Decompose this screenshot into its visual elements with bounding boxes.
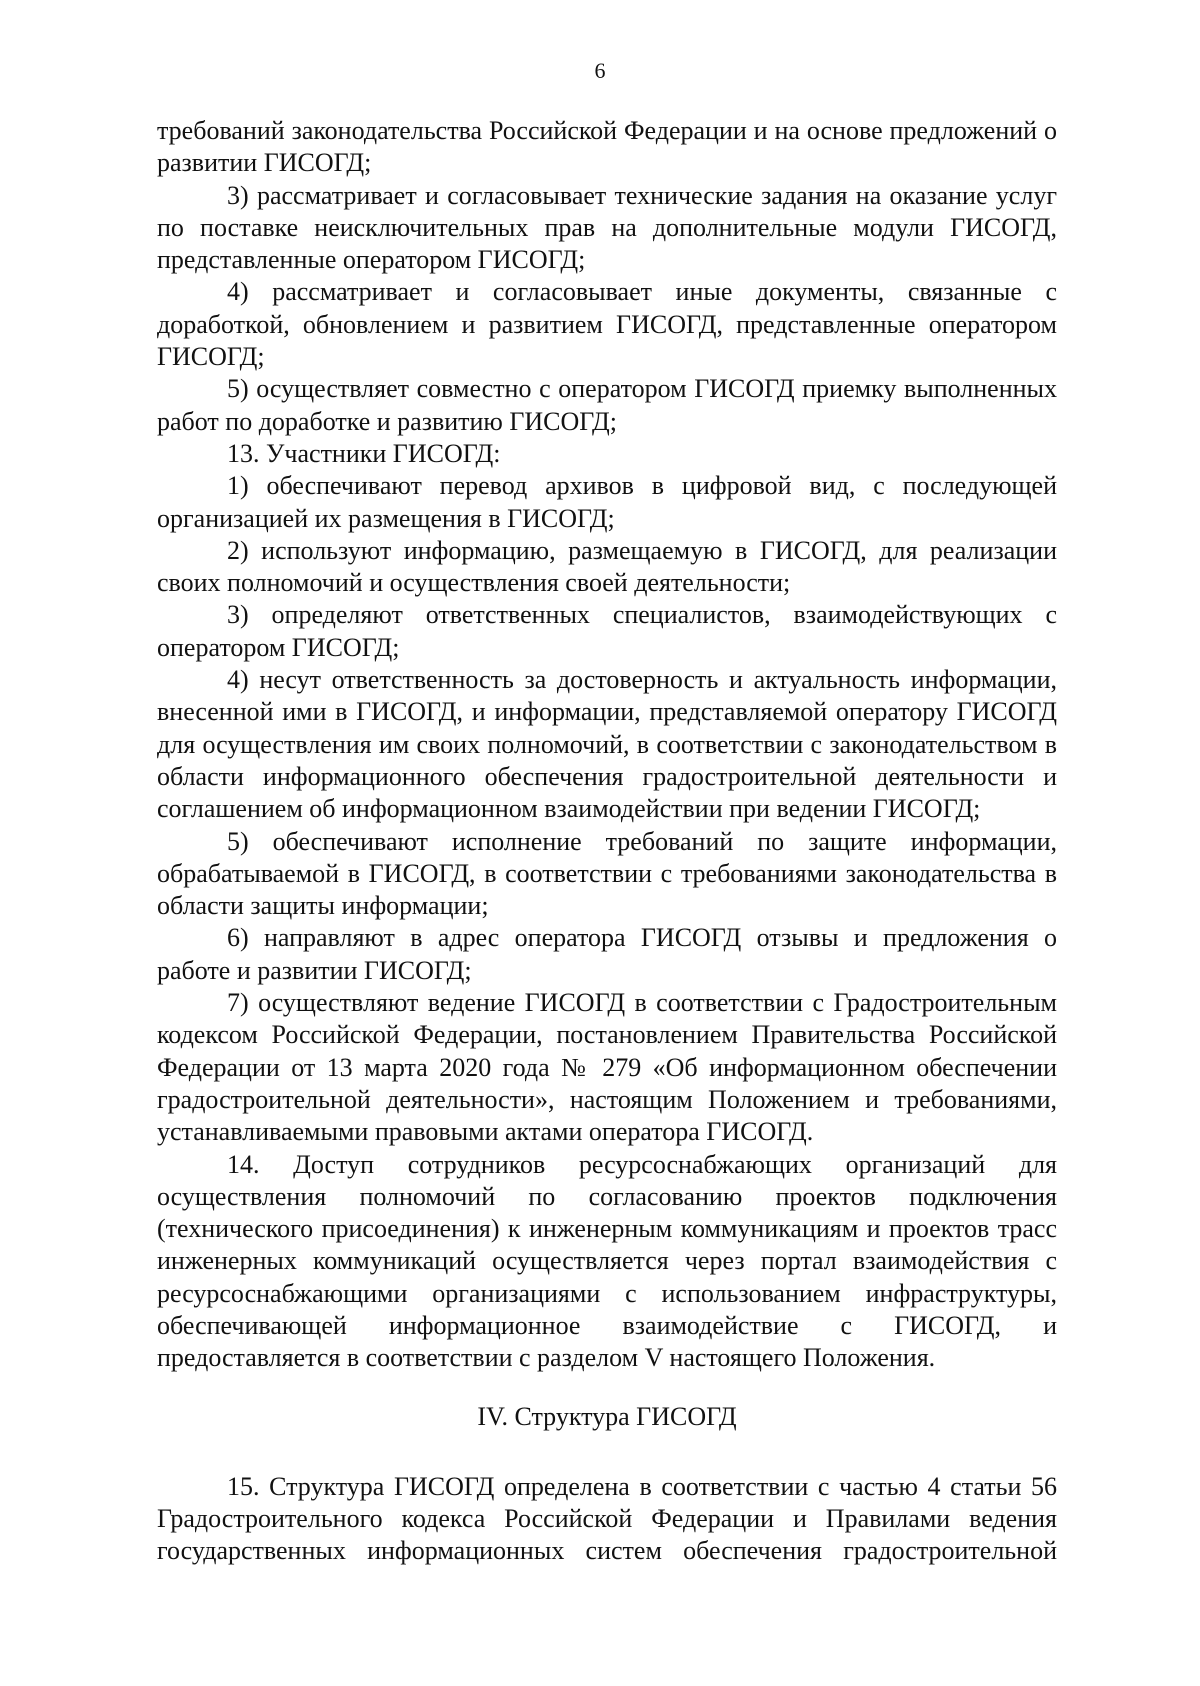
paragraph-clause-15: 15. Структура ГИСОГД определена в соответствии с частью 4 статьи 56 Градостроительного кодекса Российской Федерации и Правилами ведения государственных информационных систем обеспечения градостроительной bbox=[157, 1471, 1057, 1566]
paragraph-continuation: требований законодательства Российской Федерации и на основе предложений о развитии ГИСОГД; bbox=[157, 116, 1057, 178]
paragraph-item-13-7: 7) осуществляют ведение ГИСОГД в соответствии с Градостроительным кодексом Российской Федерации, постановлением Правительства Российской Федерации от 13 марта 2020 года № 279 «Об информационном обеспечении градостроительной деятельности», настоящим Положением и требованиями, устанавливаемыми правовыми актами оператора ГИСОГД. bbox=[157, 988, 1057, 1147]
document-body bbox=[157, 115, 1057, 1568]
paragraph-item-13-2: 2) используют информацию, размещаемую в ГИСОГД, для реализации своих полномочий и осуществления своей деятельности; bbox=[157, 535, 1057, 598]
paragraph-clause-14: 14. Доступ сотрудников ресурсоснабжающих организаций для осуществления полномочий по согласованию проектов подключения (технического присоединения) к инженерным коммуникациям и проектов трасс инженерных коммуникаций осуществляется через портал взаимодействия с ресурсоснабжающими организациями с использованием инфраструктуры, обеспечивающей информационное взаимодействие с ГИСОГД, и предоставляется в соответствии с разделом V настоящего Положения. bbox=[157, 1149, 1057, 1373]
page-number: 6 bbox=[594, 58, 606, 83]
paragraph-item-12-4: 4) рассматривает и согласовывает иные документы, связанные с доработкой, обновлением и развитием ГИСОГД, представленные оператором ГИСОГД; bbox=[157, 277, 1057, 372]
paragraph-item-13-4: 4) несут ответственность за достоверность и актуальность информации, внесенной ими в ГИСОГД, и информации, представляемой оператору ГИСОГД для осуществления им своих полномочий, в соответствии с законодательством в области информационного обеспечения градостроительной деятельности и соглашением об информационном взаимодействии при ведении ГИСОГД; bbox=[157, 665, 1057, 824]
paragraph-item-13-5: 5) обеспечивают исполнение требований по защите информации, обрабатываемой в ГИСОГД, в соответствии с требованиями законодательства в области защиты информации; bbox=[157, 826, 1057, 921]
paragraph-item-13-6: 6) направляют в адрес оператора ГИСОГД отзывы и предложения о работе и развитии ГИСОГД; bbox=[157, 923, 1057, 985]
paragraph-item-12-3: 3) рассматривает и согласовывает технические задания на оказание услуг по поставке неисключительных прав на дополнительные модули ГИСОГД, представленные оператором ГИСОГД; bbox=[157, 180, 1057, 275]
paragraph-clause-13: 13. Участники ГИСОГД: bbox=[227, 438, 501, 468]
section-heading: IV. Структура ГИСОГД bbox=[477, 1401, 737, 1431]
paragraph-item-12-5: 5) осуществляет совместно с оператором ГИСОГД приемку выполненных работ по доработке и развитию ГИСОГД; bbox=[157, 374, 1057, 436]
paragraph-item-13-3: 3) определяют ответственных специалистов, взаимодействующих с оператором ГИСОГД; bbox=[157, 600, 1057, 662]
paragraph-item-13-1: 1) обеспечивают перевод архивов в цифровой вид, с последующей организацией их размещения в ГИСОГД; bbox=[157, 471, 1057, 533]
